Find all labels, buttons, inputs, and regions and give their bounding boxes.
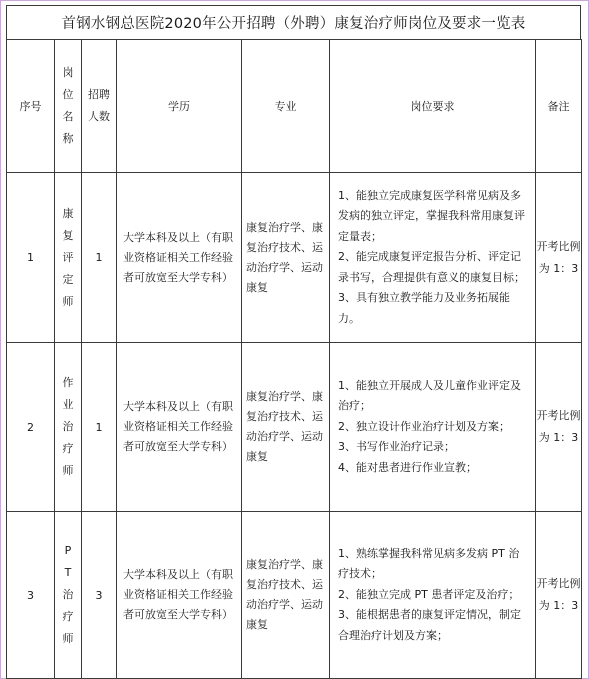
requirement-item: 4、能对患者进行作业宣教； [338, 460, 477, 474]
requirement-item: 3、书写作业治疗记录； [338, 440, 455, 454]
requirement-item: 2、能独立完成 PT 患者评定及治疗； [338, 587, 520, 601]
requirement-item: 3、能根据患者的康复评定情况，制定合理治疗计划及方案； [338, 608, 521, 642]
positions-table [6, 39, 582, 679]
requirement-item: 2、能完成康复评定报告分析、评定记录书写，合理提供有意义的康复目标； [338, 250, 525, 284]
row-position-label: 作业治疗师 [62, 376, 74, 477]
row-position-label: PT治疗师 [62, 544, 74, 645]
header-count [82, 40, 117, 173]
row-requirements [330, 512, 536, 679]
row-position [55, 173, 82, 343]
table-row [7, 512, 582, 679]
header-remarks: 备注 [536, 40, 582, 173]
row-remarks: 开考比例为 1：3 [536, 343, 582, 512]
row-remarks: 开考比例为 1：3 [536, 173, 582, 343]
row-count: 3 [82, 512, 117, 679]
row-education: 大学本科及以上（有职业资格证相关工作经验者可放宽至大学专科） [117, 512, 242, 679]
row-major: 康复治疗学、康复治疗技术、运动治疗学、运动康复 [242, 343, 330, 512]
header-position-label: 岗位名称 [62, 66, 74, 145]
row-major: 康复治疗学、康复治疗技术、运动治疗学、运动康复 [242, 512, 330, 679]
header-position [55, 40, 82, 173]
table-title-cell [6, 5, 581, 39]
header-requirements: 岗位要求 [330, 40, 536, 173]
table-row [7, 343, 582, 512]
row-count: 1 [82, 173, 117, 343]
row-education: 大学本科及以上（有职业资格证相关工作经验者可放宽至大学专科） [117, 343, 242, 512]
row-count: 1 [82, 343, 117, 512]
row-position [55, 512, 82, 679]
header-row [7, 40, 582, 173]
page-title: 首钢水钢总医院2020年公开招聘（外聘）康复治疗师岗位及要求一览表 [61, 16, 526, 32]
table-row [7, 173, 582, 343]
row-index: 1 [7, 173, 55, 343]
row-remarks: 开考比例为 1：3 [536, 512, 582, 679]
row-education: 大学本科及以上（有职业资格证相关工作经验者可放宽至大学专科） [117, 173, 242, 343]
requirement-item: 1、能独立开展成人及儿童作业评定及治疗； [338, 378, 521, 413]
row-index: 2 [7, 343, 55, 512]
header-education: 学历 [117, 40, 242, 173]
header-major: 专业 [242, 40, 330, 173]
requirement-item: 2、独立设计作业治疗计划及方案； [338, 419, 510, 433]
header-count-label: 招聘人数 [88, 88, 110, 123]
requirement-item: 1、能独立完成康复医学科常见病及多发病的独立评定，掌握我科常用康复评定量表； [338, 188, 525, 243]
requirement-item: 1、熟练掌握我科常见病多发病 PT 治疗技术； [338, 546, 520, 581]
row-requirements [330, 173, 536, 343]
row-position-label: 康复评定师 [62, 206, 74, 308]
row-position [55, 343, 82, 512]
row-requirements [330, 343, 536, 512]
row-major: 康复治疗学、康复治疗技术、运动治疗学、运动康复 [242, 173, 330, 343]
requirement-item: 3、具有独立教学能力及业务拓展能力。 [338, 291, 510, 325]
row-index: 3 [7, 512, 55, 679]
header-index: 序号 [7, 40, 55, 173]
